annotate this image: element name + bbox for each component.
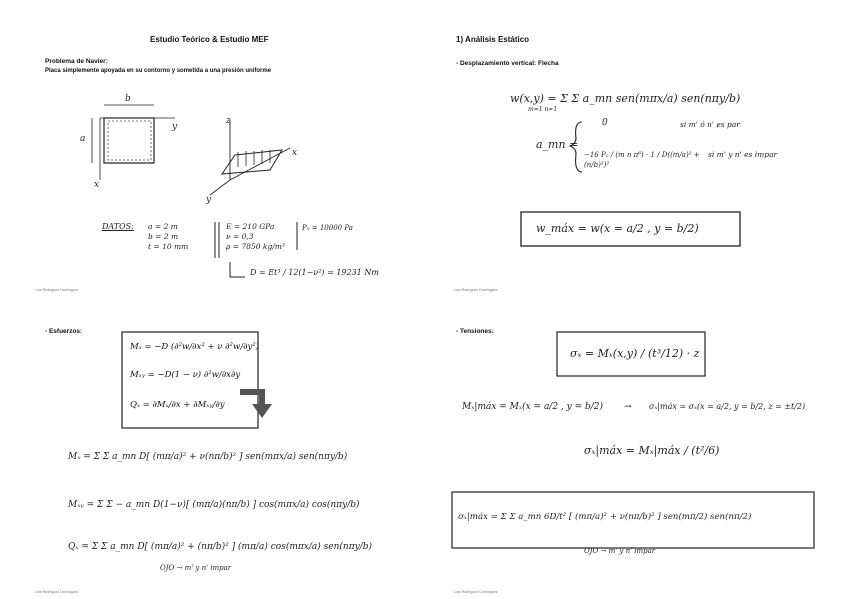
slide-title: Estudio Teórico & Estudio MEF <box>150 35 269 44</box>
axis-y-label: y <box>172 122 178 132</box>
eq-sigma-final: σₓ|máx = Σ Σ a_mn 6D/t² [ (mπ/a)² + ν(nπ/b)² ] sen(mπ/2) sen(nπ/2) <box>458 512 752 522</box>
author-footer: Luis Rodríguez Domínguez <box>35 288 79 292</box>
box-eq-mxy: Mₓᵧ = −D(1 − ν) ∂²w/∂x∂y <box>130 370 241 380</box>
case1-condition: si m' ó n' es par <box>680 120 740 129</box>
slide-1 <box>0 0 420 296</box>
eq-mx: Mₓ = Σ Σ a_mn D[ (mπ/a)² + ν(nπ/b)² ] sen(mπx/a) sen(nπy/b) <box>68 452 348 462</box>
author-footer: Luis Rodríguez Domínguez <box>454 288 498 292</box>
problem-subheading: Placa simplemente apoyada en su contorno y sometida a una presión uniforme <box>45 68 272 74</box>
eq-sigma-x: σₓ = Mₓ(x,y) / (t³/12) · z <box>570 347 700 360</box>
datos-col1: a = 2 m b = 2 m t = 10 mm <box>148 222 189 251</box>
eq-mxy: Mₓᵧ = Σ Σ − a_mn D(1−ν)[ (mπ/a)(nπ/b) ] cos(mπx/a) cos(nπy/b) <box>68 500 360 510</box>
note-impar: OJO → m' y n' impar <box>584 547 656 555</box>
slide-title: - Tensiones: <box>456 328 494 335</box>
axis-z-label: z <box>226 116 231 126</box>
dim-a-label: a <box>80 134 86 144</box>
axis-y2-label: y <box>206 195 212 205</box>
author-footer: Luis Rodríguez Domínguez <box>454 590 498 594</box>
axis-x-label: x <box>94 180 100 190</box>
slide-4 <box>424 302 844 598</box>
slide-3 <box>0 302 420 598</box>
datos-label: DATOS: <box>102 222 134 231</box>
case2-condition: si m' y n' es impar <box>708 150 778 159</box>
datos-col2: E = 210 GPa ν = 0,3 ρ = 7850 kg/m³ <box>226 222 285 251</box>
amn-label: a_mn = <box>536 138 579 151</box>
case1-value: 0 <box>602 118 608 128</box>
slide-title: 1) Análisis Estático <box>456 35 530 44</box>
amn-brace <box>424 0 844 296</box>
eq-wmax: w_máx = w(x = a/2 , y = b/2) <box>536 222 699 235</box>
author-footer: Luis Rodríguez Domínguez <box>35 590 79 594</box>
note-impar: OJO → m' y n' impar <box>160 564 232 572</box>
eq-mx-max: Mₓ|máx = Mₓ(x = a/2 , y = b/2) <box>462 402 604 412</box>
slide-title: - Esfuerzos: <box>45 328 83 335</box>
eq-sigma-max-2: σₓ|máx = Mₓ|máx / (t²/6) <box>584 444 720 457</box>
axis-x2-label: x <box>292 148 298 158</box>
plate-diagrams <box>0 0 420 296</box>
arrow-right: → <box>624 402 632 412</box>
case2-value: −16 P₀ / (m n π⁶) · 1 / D((m/a)² + (n/b)²)² <box>584 151 700 169</box>
box-eq-mx: Mₓ = −D (∂²w/∂x² + ν ∂²w/∂y²) <box>130 342 259 352</box>
problem-heading: Problema de Navier: <box>45 58 108 65</box>
box-eq-qx: Qₓ = ∂Mₓ/∂x + ∂Mₓᵧ/∂y <box>130 400 225 410</box>
eq-sigma-max-1: σₓ|máx = σₓ(x = a/2, y = b/2, z = ±t/2) <box>649 402 806 411</box>
slide-subtitle: - Desplazamiento vertical: Flecha <box>456 60 559 67</box>
eq-qx: Qₓ = Σ Σ a_mn D[ (mπ/a)² + (nπ/b)² ] (mπ/a) cos(mπx/a) sen(nπy/b) <box>68 542 373 552</box>
datos-col3: P₀ = 10000 Pa <box>302 224 353 232</box>
formula-D: D = Et³ / 12(1−ν²) = 19231 Nm <box>250 268 379 277</box>
dim-b-label: b <box>125 94 131 104</box>
eq-w-limits: m=1 n=1 <box>528 106 558 113</box>
slide-2 <box>424 0 844 296</box>
eq-w: w(x,y) = Σ Σ a_mn sen(mπx/a) sen(nπy/b) <box>510 92 741 105</box>
